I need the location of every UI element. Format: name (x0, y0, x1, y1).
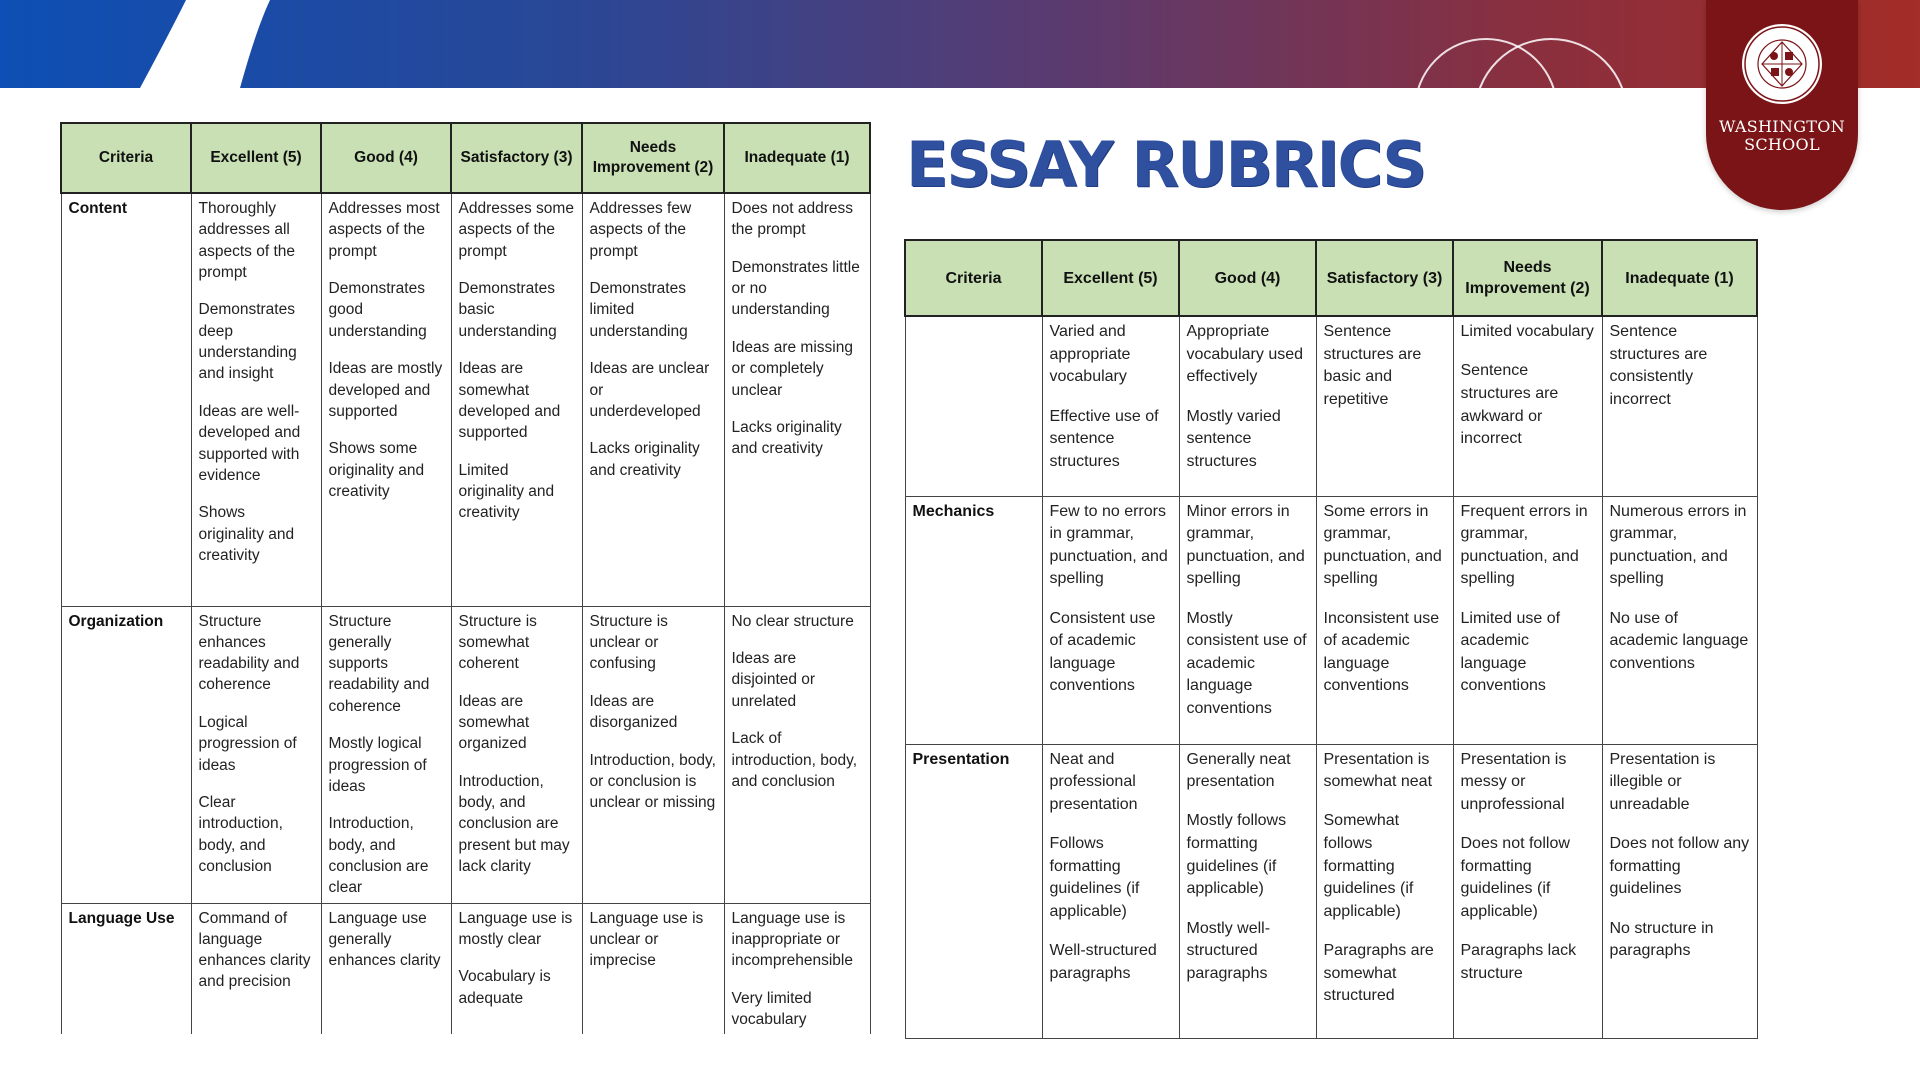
column-header: Excellent (5) (191, 123, 321, 193)
criteria-cell: Content (61, 193, 191, 606)
rubric-descriptor: Vocabulary is adequate (458, 968, 551, 1007)
rubric-descriptor: Demonstrates limited understanding (589, 280, 688, 340)
rubric-descriptor: Language use is mostly clear (458, 909, 573, 948)
rubric-descriptor: Does not follow any formatting guidelines (1609, 835, 1750, 898)
rubric-descriptor: Ideas are unclear or underdeveloped (589, 360, 710, 420)
rubric-descriptor: Demonstrates little or no understanding (731, 258, 860, 319)
rubric-descriptor: Lacks originality and creativity (731, 419, 842, 458)
rubric-cell (191, 606, 321, 903)
rubric-cell (1179, 744, 1316, 1038)
column-header: Needs Improvement (2) (1453, 240, 1602, 316)
rubric-descriptor: Presentation is messy or unprofessional (1460, 750, 1567, 813)
rubric-cell (1453, 744, 1602, 1038)
rubric-descriptor: Structure generally supports readability and coherence (328, 612, 430, 715)
rubric-descriptor: No structure in paragraphs (1609, 919, 1714, 960)
rubric-cell (321, 903, 451, 1034)
column-header: Inadequate (1) (724, 123, 870, 193)
rubric-cell (191, 903, 321, 1034)
rubric-descriptor: Language use generally enhances clarity (328, 909, 441, 970)
rubric-descriptor: Structure enhances readability and coherence (198, 612, 300, 694)
table-header-row (61, 123, 870, 193)
rubric-descriptor: Minor errors in grammar, punctuation, and spelling (1186, 502, 1305, 588)
rubric-descriptor: Presentation is somewhat neat (1323, 750, 1433, 791)
rubric-table-left (60, 122, 871, 1034)
criteria-cell: Presentation (905, 744, 1042, 1038)
rubric-descriptor: Limited originality and creativity (458, 461, 555, 522)
column-header: Needs Improvement (2) (582, 123, 724, 193)
rubric-descriptor: Mostly varied sentence structures (1186, 407, 1281, 470)
rubric-descriptor: Introduction, body, or conclusion is unclear or missing (589, 751, 716, 812)
school-seal-icon (1740, 22, 1824, 106)
table-row-mechanics (905, 496, 1757, 744)
rubric-descriptor: Sentence structures are consistently incorrect (1609, 323, 1708, 408)
rubric-descriptor: Frequent errors in grammar, punctuation, and spelling (1460, 502, 1588, 588)
rubric-descriptor: Ideas are disjointed or unrelated (731, 650, 816, 710)
criteria-cell (905, 316, 1042, 496)
rubric-descriptor: Command of language enhances clarity and precision (198, 909, 311, 991)
page-title: ESSAY RUBRICS (906, 128, 1425, 201)
rubric-descriptor: Appropriate vocabulary used effectively (1186, 323, 1304, 386)
rubric-cell (724, 903, 870, 1034)
rubric-descriptor: No use of academic language conventions (1609, 609, 1749, 672)
rubric-descriptor: Clear introduction, body, and conclusion (198, 794, 283, 875)
rubric-cell (1179, 316, 1316, 496)
rubric-descriptor: Thoroughly addresses all aspects of the prompt (198, 200, 296, 281)
rubric-descriptor: Structure is unclear or confusing (589, 612, 668, 673)
rubric-descriptor: Neat and professional presentation (1049, 750, 1138, 813)
rubric-descriptor: Some errors in grammar, punctuation, and spelling (1323, 502, 1442, 588)
rubric-descriptor: Mostly consistent use of academic language conventions (1186, 609, 1307, 718)
rubric-cell (451, 193, 582, 606)
rubric-descriptor: Limited use of academic language conventions (1460, 609, 1561, 695)
rubric-descriptor: Addresses most aspects of the prompt (328, 200, 440, 260)
table-row-language-use (61, 903, 870, 1034)
school-name (1706, 118, 1858, 154)
rubric-cell (1602, 744, 1757, 1038)
rubric-descriptor: Numerous errors in grammar, punctuation, and spelling (1609, 502, 1747, 588)
rubric-descriptor: Introduction, body, and conclusion are clear (328, 815, 429, 897)
rubric-descriptor: Inconsistent use of academic language conventions (1323, 609, 1440, 695)
rubric-descriptor: Generally neat presentation (1186, 750, 1291, 791)
rubric-descriptor: Varied and appropriate vocabulary (1049, 323, 1131, 386)
rubric-cell (451, 606, 582, 903)
rubric-descriptor: Language use is unclear or imprecise (589, 909, 704, 970)
rubric-descriptor: Somewhat follows formatting guidelines (if applicable) (1323, 812, 1414, 920)
table-row-organization (61, 606, 870, 903)
rubric-cell (1316, 496, 1453, 744)
rubric-descriptor: Addresses few aspects of the prompt (589, 200, 692, 260)
column-header: Inadequate (1) (1602, 240, 1757, 316)
rubric-descriptor: Lack of introduction, body, and conclusion (731, 730, 858, 790)
rubric-descriptor: Mostly follows formatting guidelines (if applicable) (1186, 812, 1287, 898)
rubric-cell (724, 606, 870, 903)
rubric-descriptor: Language use is inappropriate or incomprehensible (731, 909, 853, 970)
rubric-descriptor: Demonstrates basic understanding (458, 280, 557, 340)
rubric-cell (1042, 744, 1179, 1038)
school-name-line1: WASHINGTON (1718, 117, 1845, 136)
rubric-descriptor: Ideas are mostly developed and supported (328, 360, 443, 420)
rubric-descriptor: Shows some originality and creativity (328, 440, 425, 501)
rubric-cell (1453, 316, 1602, 496)
table-header-row (905, 240, 1757, 316)
rubric-cell (724, 193, 870, 606)
rubric-descriptor: Mostly logical progression of ideas (328, 735, 427, 795)
rubric-descriptor: Well-structured paragraphs (1049, 942, 1157, 982)
criteria-cell: Mechanics (905, 496, 1042, 744)
rubric-descriptor: Ideas are well-developed and supported with evidence (198, 402, 301, 484)
rubric-descriptor: Lacks originality and creativity (589, 440, 700, 479)
rubric-descriptor: Consistent use of academic language conventions (1049, 609, 1156, 695)
rubric-descriptor: Structure is somewhat coherent (458, 612, 537, 673)
column-header: Criteria (905, 240, 1042, 316)
rubric-cell (1602, 316, 1757, 496)
rubric-descriptor: Does not follow formatting guidelines (if applicable) (1460, 835, 1570, 920)
rubric-descriptor: Ideas are somewhat organized (458, 692, 530, 753)
rubric-cell (582, 193, 724, 606)
rubric-cell (1453, 496, 1602, 744)
column-header: Excellent (5) (1042, 240, 1179, 316)
column-header: Good (4) (321, 123, 451, 193)
criteria-cell: Language Use (61, 903, 191, 1034)
rubric-descriptor: No clear structure (731, 612, 854, 630)
rubric-cell (321, 606, 451, 903)
rubric-cell (1042, 496, 1179, 744)
rubric-descriptor: Effective use of sentence structures (1049, 407, 1159, 470)
rubric-descriptor: Logical progression of ideas (198, 713, 297, 774)
rubric-descriptor: Shows originality and creativity (198, 504, 295, 564)
rubric-cell (1602, 496, 1757, 744)
rubric-descriptor: Demonstrates deep understanding and insight (198, 301, 297, 383)
table-row-language-use-cont (905, 316, 1757, 496)
rubric-descriptor: Ideas are missing or completely unclear (731, 339, 853, 399)
rubric-descriptor: Few to no errors in grammar, punctuation, and spelling (1049, 502, 1168, 588)
column-header: Good (4) (1179, 240, 1316, 316)
rubric-descriptor: Limited vocabulary (1460, 323, 1594, 340)
rubric-descriptor: Introduction, body, and conclusion are present but may lack clarity (458, 772, 570, 875)
column-header: Criteria (61, 123, 191, 193)
table-row-content (61, 193, 870, 606)
rubric-descriptor: Presentation is illegible or unreadable (1609, 750, 1716, 813)
rubric-descriptor: Ideas are somewhat developed and supported (458, 360, 561, 442)
school-crest (1706, 0, 1858, 210)
rubric-descriptor: Addresses some aspects of the prompt (458, 200, 574, 260)
rubric-cell (582, 606, 724, 903)
rubric-descriptor: Mostly well-structured paragraphs (1186, 919, 1271, 982)
rubric-cell (582, 903, 724, 1034)
rubric-descriptor: Demonstrates good understanding (328, 280, 427, 340)
rubric-descriptor: Very limited vocabulary (731, 989, 812, 1029)
column-header: Satisfactory (3) (1316, 240, 1453, 316)
column-header: Satisfactory (3) (451, 123, 582, 193)
rubric-descriptor: Paragraphs lack structure (1460, 942, 1577, 982)
rubric-cell (321, 193, 451, 606)
rubric-descriptor: Does not address the prompt (731, 200, 853, 239)
rubric-descriptor: Paragraphs are somewhat structured (1323, 942, 1434, 1005)
banner-white-swoosh (0, 0, 1920, 88)
rubric-descriptor: Sentence structures are basic and repetitive (1323, 323, 1422, 408)
school-name-line2: SCHOOL (1744, 135, 1820, 154)
rubric-cell (1179, 496, 1316, 744)
rubric-table-right (904, 239, 1758, 1039)
rubric-descriptor: Follows formatting guidelines (if applicable) (1049, 835, 1140, 920)
rubric-descriptor: Ideas are disorganized (589, 692, 678, 731)
criteria-cell: Organization (61, 606, 191, 903)
rubric-cell (1316, 744, 1453, 1038)
table-row-presentation (905, 744, 1757, 1038)
rubric-cell (451, 903, 582, 1034)
rubric-descriptor: Sentence structures are awkward or incorrect (1460, 362, 1559, 448)
rubric-cell (191, 193, 321, 606)
decorative-arc-2 (1474, 38, 1628, 192)
rubric-cell (1042, 316, 1179, 496)
rubric-cell (1316, 316, 1453, 496)
top-banner (0, 0, 1920, 88)
